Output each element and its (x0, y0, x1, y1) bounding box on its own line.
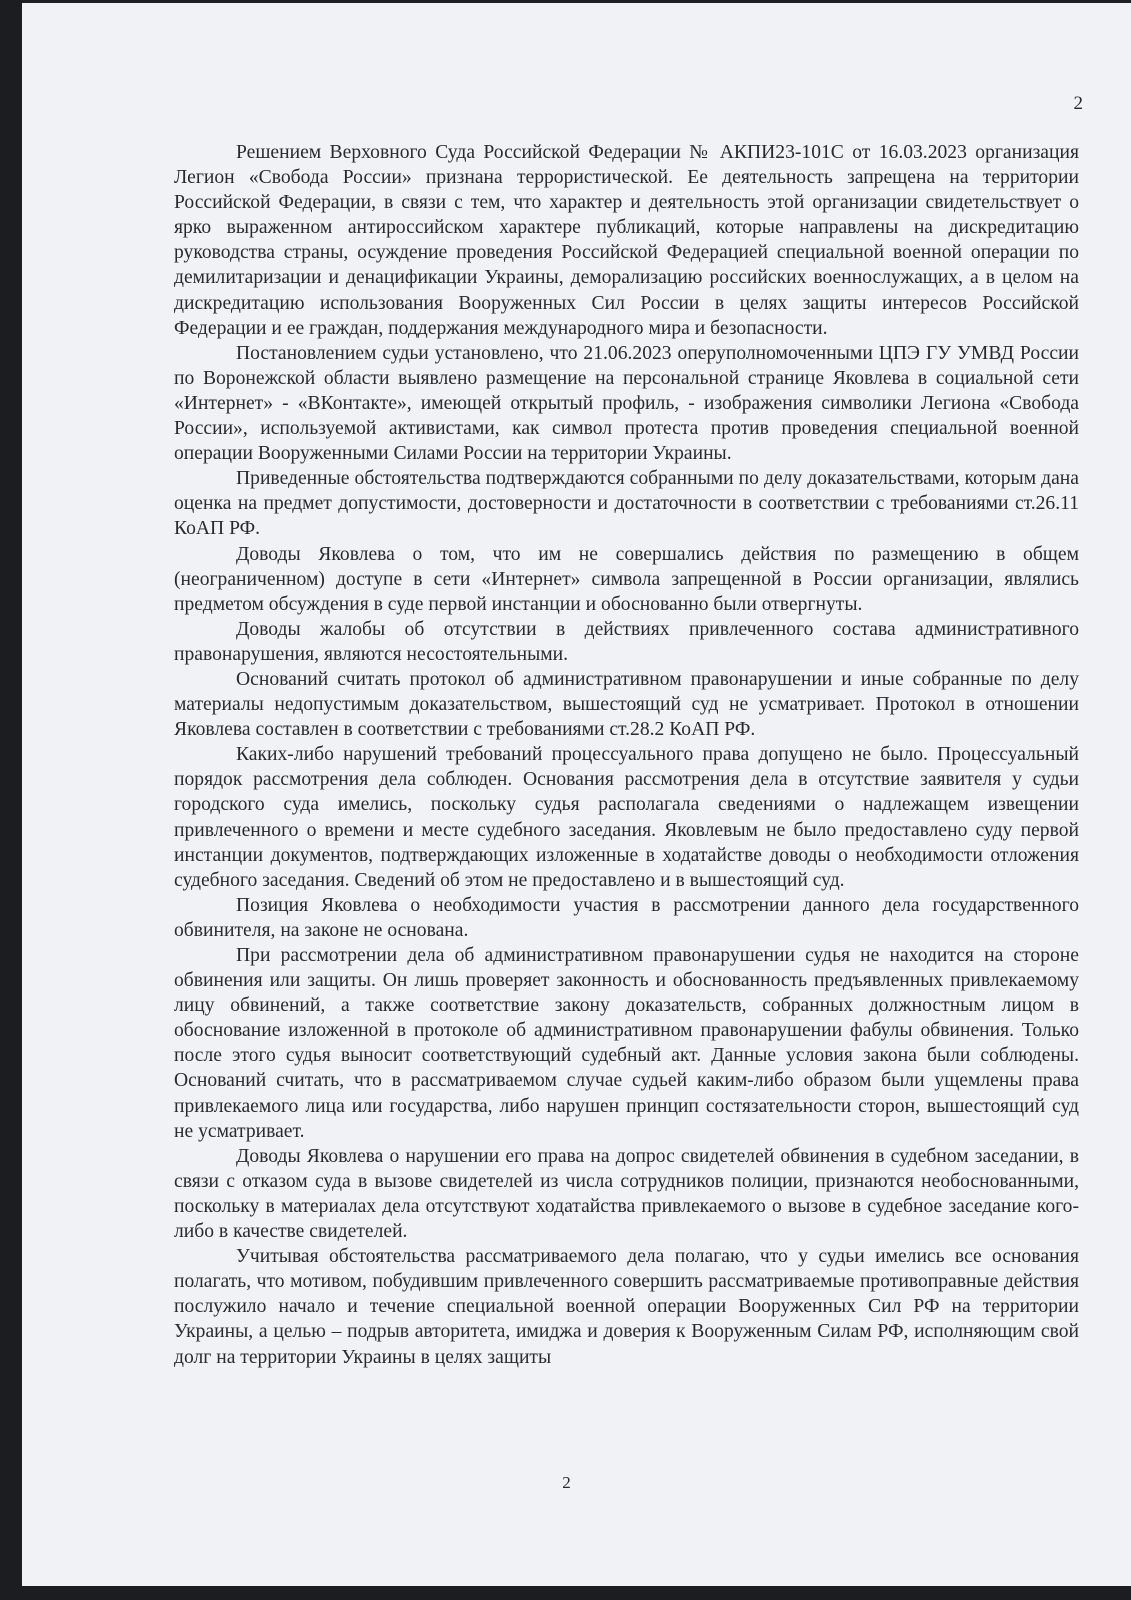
paragraph-motive: Учитывая обстоятельства рассматриваемого дела полагаю, что у судьи имелись все основания полагать, что мотивом, побудившим привлеченного совершить рассматриваемые противоправные действия послужило начало и течение специальной военной операции Вооруженных Сил РФ на территории Украины, а целью – подрыв авторитета, имиджа и доверия к Вооруженным Силам РФ, исполняющим свой долг на территории Украины в целях защиты (174, 1246, 1079, 1368)
paragraph-prosecutor-position: Позиция Яковлева о необходимости участия в рассмотрении данного дела государственного обвинителя, на законе не основана. (174, 894, 1079, 941)
paragraph-witnesses: Доводы Яковлева о нарушении его права на допрос свидетелей обвинения в судебном заседании, в связи с отказом суда в вызове свидетелей из числа сотрудников полиции, признаются необоснованными, поскольку в материалах дела отсутствуют ходатайства привлекаемого о вызове в судебное заседание кого-либо в качестве свидетелей. (174, 1145, 1079, 1243)
paragraph-procedure: Каких-либо нарушений требований процессуального права допущено не было. Процессуальный порядок рассмотрения дела соблюден. Основания рассмотрения дела в отсутствие заявителя у судьи городского суда имелись, поскольку судья располагала сведениями о надлежащем извещении привлеченного о времени и месте судебного заседания. Яковлевым не было предоставлено суду первой инстанции документов, подтверждающих изложенные в ходатайстве доводы о необходимости отложения судебного заседания. Сведений об этом не предоставлено и в вышестоящий суд. (174, 744, 1079, 891)
paragraph-evidence: Приведенные обстоятельства подтверждаются собранными по делу доказательствами, которым дана оценка на предмет допустимости, достоверности и достаточности в соответствии с требованиями ст.26.11 КоАП РФ. (174, 468, 1079, 540)
page-number-bottom: 2 (562, 1473, 571, 1492)
page-number-bottom-wrapper (22, 1473, 1131, 1493)
document-body (174, 140, 1079, 1370)
page-number-top: 2 (1073, 93, 1083, 114)
paragraph-judge-role: При рассмотрении дела об административном правонарушении судья не находится на стороне обвинения или защиты. Он лишь проверяет законность и обоснованность предъявленных привлекаемому лицу обвинений, а также соответствие закону доказательств, собранных должностным лицом в обоснование изложенной в протоколе об административном правонарушении фабулы обвинения. Только после этого судья выносит соответствующий судебный акт. Данные условия закона были соблюдены. Оснований считать, что в рассматриваемом случае судьей каким-либо образом были ущемлены права привлекаемого лица или государства, либо нарушен принцип состязательности сторон, вышестоящий суд не усматривает. (174, 945, 1079, 1142)
paragraph-supreme-court-decision: Решением Верховного Суда Российской Федерации № АКПИ23-101С от 16.03.2023 организация Легион «Свобода России» признана террористической. Ее деятельность запрещена на территории Российской Федерации, в связи с тем, что характер и деятельность этой организации свидетельствует о ярко выраженном антироссийском характере публикаций, которые направлены на дискредитацию руководства страны, осуждение проведения Российской Федерацией специальной военной операции по демилитаризации и денацификации Украины, деморализацию российских военнослужащих, а в целом на дискредитацию использования Вооруженных Сил России в целях защиты интересов Российской Федерации и ее граждан, поддержания международного мира и безопасности. (174, 142, 1079, 339)
paragraph-judge-ruling: Постановлением судьи установлено, что 21.06.2023 оперуполномоченными ЦПЭ ГУ УМВД России по Воронежской области выявлено размещение на персональной странице Яковлева в социальной сети «Интернет» - «ВКонтакте», имеющей открытый профиль, - изображения символики Легиона «Свобода России», используемой активистами, как символ протеста против проведения специальной военной операции Вооруженными Силами России на территории Украины. (174, 342, 1079, 465)
paragraph-arguments: Доводы Яковлева о том, что им не совершались действия по размещению в общем (неограниченном) доступе в сети «Интернет» символа запрещенной в России организации, являлись предметом обсуждения в суде первой инстанции и обоснованно были отвергнуты. (174, 543, 1079, 615)
document-page (22, 3, 1131, 1586)
scan-left-border (0, 0, 22, 1600)
paragraph-complaint: Доводы жалобы об отсутствии в действиях привлеченного состава административного правонарушения, являются несостоятельными. (174, 618, 1079, 665)
paragraph-protocol: Оснований считать протокол об административном правонарушении и иные собранные по делу материалы недопустимым доказательством, вышестоящий суд не усматривает. Протокол в отношении Яковлева составлен в соответствии с требованиями ст.28.2 КоАП РФ. (174, 668, 1079, 741)
scan-bottom-border (0, 1586, 1131, 1600)
